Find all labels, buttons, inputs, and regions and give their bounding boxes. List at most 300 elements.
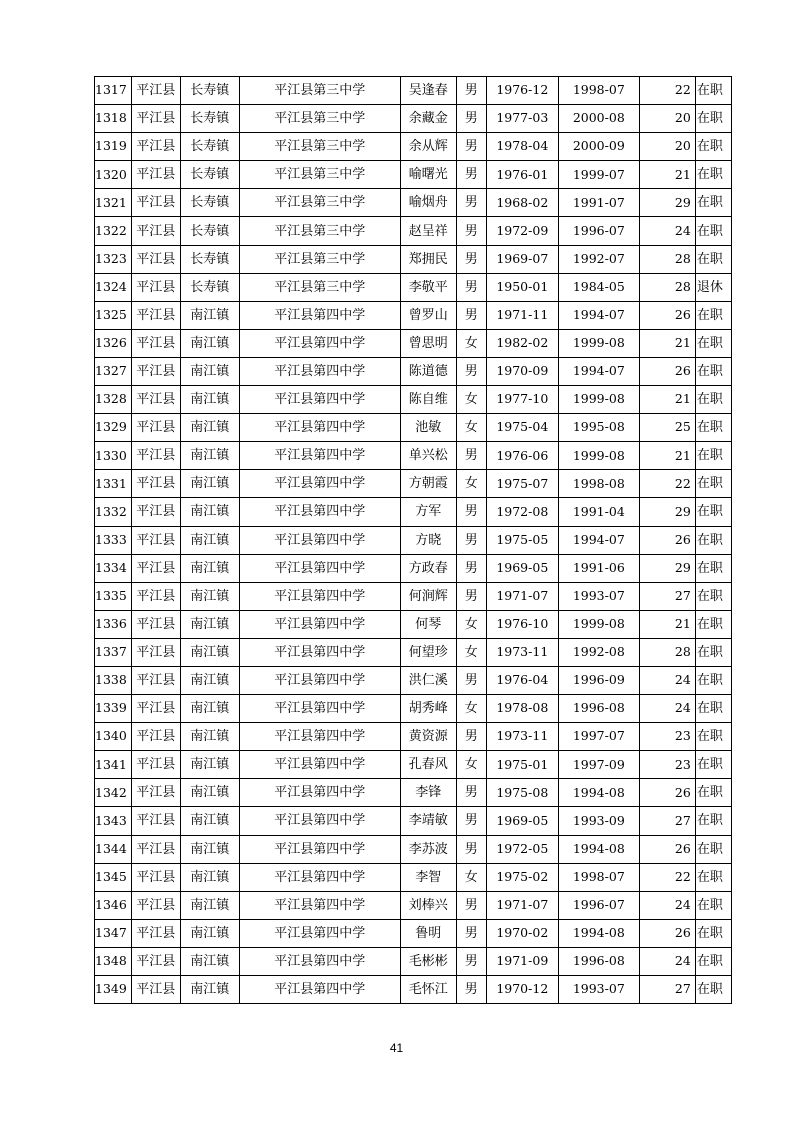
start-date-cell: 1994-07 <box>558 357 639 385</box>
status-cell: 在职 <box>695 105 731 133</box>
town-cell: 长寿镇 <box>180 245 239 273</box>
status-cell: 在职 <box>695 161 731 189</box>
start-date-cell: 1993-07 <box>558 976 639 1004</box>
county-cell: 平江县 <box>131 105 180 133</box>
birth-date-cell: 1976-01 <box>486 161 558 189</box>
table-row <box>95 245 732 273</box>
row-number-cell: 1328 <box>95 386 132 414</box>
row-number-cell: 1336 <box>95 610 132 638</box>
table-row <box>95 161 732 189</box>
town-cell: 南江镇 <box>180 947 239 975</box>
status-cell: 在职 <box>695 919 731 947</box>
start-date-cell: 1997-09 <box>558 751 639 779</box>
gender-cell: 男 <box>456 442 486 470</box>
school-cell: 平江县第四中学 <box>239 976 400 1004</box>
birth-date-cell: 1973-11 <box>486 723 558 751</box>
status-cell: 在职 <box>695 947 731 975</box>
birth-date-cell: 1976-12 <box>486 77 558 105</box>
name-cell: 何涧辉 <box>400 582 456 610</box>
years-cell: 26 <box>639 919 695 947</box>
school-cell: 平江县第四中学 <box>239 498 400 526</box>
start-date-cell: 1993-09 <box>558 807 639 835</box>
start-date-cell: 1992-07 <box>558 245 639 273</box>
status-cell: 在职 <box>695 357 731 385</box>
name-cell: 毛彬彬 <box>400 947 456 975</box>
status-cell: 在职 <box>695 610 731 638</box>
county-cell: 平江县 <box>131 554 180 582</box>
table-row <box>95 105 732 133</box>
school-cell: 平江县第四中学 <box>239 891 400 919</box>
county-cell: 平江县 <box>131 133 180 161</box>
row-number-cell: 1325 <box>95 301 132 329</box>
birth-date-cell: 1975-04 <box>486 414 558 442</box>
start-date-cell: 1996-08 <box>558 947 639 975</box>
birth-date-cell: 1976-10 <box>486 610 558 638</box>
row-number-cell: 1338 <box>95 666 132 694</box>
birth-date-cell: 1976-06 <box>486 442 558 470</box>
birth-date-cell: 1972-09 <box>486 217 558 245</box>
gender-cell: 女 <box>456 386 486 414</box>
years-cell: 24 <box>639 666 695 694</box>
school-cell: 平江县第四中学 <box>239 723 400 751</box>
school-cell: 平江县第四中学 <box>239 835 400 863</box>
table-row <box>95 779 732 807</box>
school-cell: 平江县第四中学 <box>239 582 400 610</box>
row-number-cell: 1324 <box>95 273 132 301</box>
row-number-cell: 1318 <box>95 105 132 133</box>
town-cell: 南江镇 <box>180 470 239 498</box>
birth-date-cell: 1950-01 <box>486 273 558 301</box>
status-cell: 在职 <box>695 807 731 835</box>
county-cell: 平江县 <box>131 273 180 301</box>
row-number-cell: 1326 <box>95 329 132 357</box>
status-cell: 在职 <box>695 582 731 610</box>
school-cell: 平江县第四中学 <box>239 666 400 694</box>
table-row <box>95 863 732 891</box>
years-cell: 29 <box>639 189 695 217</box>
gender-cell: 男 <box>456 554 486 582</box>
years-cell: 28 <box>639 273 695 301</box>
status-cell: 在职 <box>695 723 731 751</box>
status-cell: 在职 <box>695 301 731 329</box>
row-number-cell: 1322 <box>95 217 132 245</box>
row-number-cell: 1332 <box>95 498 132 526</box>
school-cell: 平江县第四中学 <box>239 386 400 414</box>
start-date-cell: 1996-09 <box>558 666 639 694</box>
table-row <box>95 666 732 694</box>
gender-cell: 女 <box>456 414 486 442</box>
row-number-cell: 1327 <box>95 357 132 385</box>
row-number-cell: 1321 <box>95 189 132 217</box>
name-cell: 赵呈祥 <box>400 217 456 245</box>
row-number-cell: 1330 <box>95 442 132 470</box>
county-cell: 平江县 <box>131 217 180 245</box>
start-date-cell: 2000-08 <box>558 105 639 133</box>
birth-date-cell: 1971-11 <box>486 301 558 329</box>
school-cell: 平江县第四中学 <box>239 470 400 498</box>
status-cell: 在职 <box>695 554 731 582</box>
row-number-cell: 1335 <box>95 582 132 610</box>
table-row <box>95 919 732 947</box>
years-cell: 23 <box>639 723 695 751</box>
years-cell: 29 <box>639 498 695 526</box>
school-cell: 平江县第四中学 <box>239 751 400 779</box>
school-cell: 平江县第三中学 <box>239 133 400 161</box>
status-cell: 在职 <box>695 835 731 863</box>
gender-cell: 女 <box>456 751 486 779</box>
name-cell: 曾思明 <box>400 329 456 357</box>
county-cell: 平江县 <box>131 723 180 751</box>
school-cell: 平江县第三中学 <box>239 77 400 105</box>
town-cell: 南江镇 <box>180 807 239 835</box>
row-number-cell: 1320 <box>95 161 132 189</box>
start-date-cell: 1999-08 <box>558 329 639 357</box>
school-cell: 平江县第四中学 <box>239 807 400 835</box>
name-cell: 陈道德 <box>400 357 456 385</box>
county-cell: 平江县 <box>131 414 180 442</box>
county-cell: 平江县 <box>131 301 180 329</box>
years-cell: 26 <box>639 357 695 385</box>
birth-date-cell: 1975-08 <box>486 779 558 807</box>
county-cell: 平江县 <box>131 891 180 919</box>
status-cell: 在职 <box>695 891 731 919</box>
birth-date-cell: 1968-02 <box>486 189 558 217</box>
birth-date-cell: 1975-01 <box>486 751 558 779</box>
town-cell: 南江镇 <box>180 638 239 666</box>
birth-date-cell: 1978-08 <box>486 695 558 723</box>
gender-cell: 男 <box>456 189 486 217</box>
name-cell: 曾罗山 <box>400 301 456 329</box>
town-cell: 南江镇 <box>180 723 239 751</box>
years-cell: 21 <box>639 161 695 189</box>
birth-date-cell: 1969-05 <box>486 807 558 835</box>
town-cell: 长寿镇 <box>180 273 239 301</box>
years-cell: 28 <box>639 638 695 666</box>
town-cell: 南江镇 <box>180 891 239 919</box>
school-cell: 平江县第四中学 <box>239 638 400 666</box>
start-date-cell: 1999-08 <box>558 386 639 414</box>
name-cell: 孔春风 <box>400 751 456 779</box>
birth-date-cell: 1977-03 <box>486 105 558 133</box>
gender-cell: 男 <box>456 723 486 751</box>
gender-cell: 男 <box>456 779 486 807</box>
status-cell: 在职 <box>695 386 731 414</box>
school-cell: 平江县第四中学 <box>239 414 400 442</box>
table-row <box>95 470 732 498</box>
table-row <box>95 386 732 414</box>
table-row <box>95 301 732 329</box>
page-number: 41 <box>389 1041 404 1055</box>
birth-date-cell: 1969-05 <box>486 554 558 582</box>
county-cell: 平江县 <box>131 357 180 385</box>
table-row <box>95 442 732 470</box>
gender-cell: 女 <box>456 863 486 891</box>
table-body <box>95 77 732 1004</box>
gender-cell: 男 <box>456 133 486 161</box>
town-cell: 南江镇 <box>180 386 239 414</box>
town-cell: 南江镇 <box>180 554 239 582</box>
gender-cell: 男 <box>456 161 486 189</box>
row-number-cell: 1343 <box>95 807 132 835</box>
name-cell: 方政春 <box>400 554 456 582</box>
table-row <box>95 414 732 442</box>
birth-date-cell: 1977-10 <box>486 386 558 414</box>
name-cell: 刘棒兴 <box>400 891 456 919</box>
gender-cell: 男 <box>456 891 486 919</box>
table-row <box>95 891 732 919</box>
status-cell: 在职 <box>695 638 731 666</box>
table-row <box>95 947 732 975</box>
town-cell: 南江镇 <box>180 779 239 807</box>
town-cell: 长寿镇 <box>180 133 239 161</box>
row-number-cell: 1329 <box>95 414 132 442</box>
name-cell: 池敏 <box>400 414 456 442</box>
status-cell: 在职 <box>695 442 731 470</box>
start-date-cell: 1991-06 <box>558 554 639 582</box>
county-cell: 平江县 <box>131 947 180 975</box>
name-cell: 胡秀峰 <box>400 695 456 723</box>
row-number-cell: 1341 <box>95 751 132 779</box>
start-date-cell: 1998-08 <box>558 470 639 498</box>
name-cell: 吴逢春 <box>400 77 456 105</box>
status-cell: 退休 <box>695 273 731 301</box>
name-cell: 方朝霞 <box>400 470 456 498</box>
table-row <box>95 835 732 863</box>
town-cell: 南江镇 <box>180 301 239 329</box>
status-cell: 在职 <box>695 133 731 161</box>
town-cell: 南江镇 <box>180 357 239 385</box>
status-cell: 在职 <box>695 470 731 498</box>
name-cell: 李靖敏 <box>400 807 456 835</box>
row-number-cell: 1319 <box>95 133 132 161</box>
town-cell: 南江镇 <box>180 582 239 610</box>
status-cell: 在职 <box>695 526 731 554</box>
county-cell: 平江县 <box>131 835 180 863</box>
status-cell: 在职 <box>695 217 731 245</box>
town-cell: 南江镇 <box>180 751 239 779</box>
school-cell: 平江县第四中学 <box>239 779 400 807</box>
start-date-cell: 1998-07 <box>558 77 639 105</box>
gender-cell: 男 <box>456 498 486 526</box>
county-cell: 平江县 <box>131 695 180 723</box>
county-cell: 平江县 <box>131 666 180 694</box>
county-cell: 平江县 <box>131 189 180 217</box>
school-cell: 平江县第四中学 <box>239 442 400 470</box>
start-date-cell: 1991-07 <box>558 189 639 217</box>
status-cell: 在职 <box>695 189 731 217</box>
town-cell: 南江镇 <box>180 610 239 638</box>
birth-date-cell: 1970-12 <box>486 976 558 1004</box>
gender-cell: 女 <box>456 638 486 666</box>
years-cell: 26 <box>639 779 695 807</box>
birth-date-cell: 1969-07 <box>486 245 558 273</box>
school-cell: 平江县第三中学 <box>239 161 400 189</box>
table-row <box>95 554 732 582</box>
school-cell: 平江县第四中学 <box>239 301 400 329</box>
birth-date-cell: 1975-02 <box>486 863 558 891</box>
table-row <box>95 723 732 751</box>
gender-cell: 男 <box>456 666 486 694</box>
row-number-cell: 1346 <box>95 891 132 919</box>
gender-cell: 男 <box>456 835 486 863</box>
gender-cell: 女 <box>456 470 486 498</box>
row-number-cell: 1347 <box>95 919 132 947</box>
county-cell: 平江县 <box>131 77 180 105</box>
years-cell: 28 <box>639 245 695 273</box>
table-row <box>95 133 732 161</box>
name-cell: 方晓 <box>400 526 456 554</box>
name-cell: 郑拥民 <box>400 245 456 273</box>
status-cell: 在职 <box>695 498 731 526</box>
name-cell: 何望珍 <box>400 638 456 666</box>
town-cell: 南江镇 <box>180 976 239 1004</box>
years-cell: 29 <box>639 554 695 582</box>
school-cell: 平江县第三中学 <box>239 273 400 301</box>
gender-cell: 男 <box>456 273 486 301</box>
years-cell: 20 <box>639 105 695 133</box>
start-date-cell: 1991-04 <box>558 498 639 526</box>
county-cell: 平江县 <box>131 245 180 273</box>
table-row <box>95 638 732 666</box>
gender-cell: 女 <box>456 695 486 723</box>
status-cell: 在职 <box>695 779 731 807</box>
years-cell: 24 <box>639 217 695 245</box>
table-row <box>95 610 732 638</box>
town-cell: 南江镇 <box>180 442 239 470</box>
years-cell: 25 <box>639 414 695 442</box>
gender-cell: 男 <box>456 301 486 329</box>
birth-date-cell: 1970-02 <box>486 919 558 947</box>
birth-date-cell: 1971-07 <box>486 891 558 919</box>
town-cell: 南江镇 <box>180 498 239 526</box>
name-cell: 余藏金 <box>400 105 456 133</box>
school-cell: 平江县第四中学 <box>239 695 400 723</box>
years-cell: 24 <box>639 891 695 919</box>
status-cell: 在职 <box>695 77 731 105</box>
gender-cell: 男 <box>456 976 486 1004</box>
years-cell: 21 <box>639 442 695 470</box>
gender-cell: 男 <box>456 526 486 554</box>
table-row <box>95 189 732 217</box>
start-date-cell: 1999-07 <box>558 161 639 189</box>
years-cell: 24 <box>639 695 695 723</box>
gender-cell: 女 <box>456 329 486 357</box>
table-row <box>95 77 732 105</box>
start-date-cell: 1994-08 <box>558 835 639 863</box>
town-cell: 长寿镇 <box>180 105 239 133</box>
start-date-cell: 2000-09 <box>558 133 639 161</box>
town-cell: 南江镇 <box>180 329 239 357</box>
birth-date-cell: 1972-08 <box>486 498 558 526</box>
years-cell: 27 <box>639 807 695 835</box>
table-row <box>95 217 732 245</box>
start-date-cell: 1999-08 <box>558 442 639 470</box>
personnel-table <box>94 76 732 1004</box>
start-date-cell: 1996-07 <box>558 217 639 245</box>
school-cell: 平江县第三中学 <box>239 217 400 245</box>
town-cell: 南江镇 <box>180 695 239 723</box>
row-number-cell: 1348 <box>95 947 132 975</box>
town-cell: 南江镇 <box>180 414 239 442</box>
county-cell: 平江县 <box>131 807 180 835</box>
school-cell: 平江县第四中学 <box>239 919 400 947</box>
town-cell: 长寿镇 <box>180 77 239 105</box>
years-cell: 26 <box>639 301 695 329</box>
status-cell: 在职 <box>695 976 731 1004</box>
row-number-cell: 1323 <box>95 245 132 273</box>
table-row <box>95 582 732 610</box>
school-cell: 平江县第四中学 <box>239 329 400 357</box>
table-row <box>95 329 732 357</box>
name-cell: 陈自维 <box>400 386 456 414</box>
gender-cell: 男 <box>456 919 486 947</box>
birth-date-cell: 1975-05 <box>486 526 558 554</box>
county-cell: 平江县 <box>131 582 180 610</box>
county-cell: 平江县 <box>131 470 180 498</box>
table-row <box>95 357 732 385</box>
table-row <box>95 695 732 723</box>
row-number-cell: 1342 <box>95 779 132 807</box>
gender-cell: 男 <box>456 807 486 835</box>
gender-cell: 男 <box>456 77 486 105</box>
years-cell: 22 <box>639 470 695 498</box>
town-cell: 长寿镇 <box>180 217 239 245</box>
start-date-cell: 1993-07 <box>558 582 639 610</box>
county-cell: 平江县 <box>131 638 180 666</box>
start-date-cell: 1996-08 <box>558 695 639 723</box>
table-row <box>95 807 732 835</box>
status-cell: 在职 <box>695 751 731 779</box>
gender-cell: 男 <box>456 582 486 610</box>
town-cell: 南江镇 <box>180 863 239 891</box>
county-cell: 平江县 <box>131 498 180 526</box>
years-cell: 24 <box>639 947 695 975</box>
start-date-cell: 1996-07 <box>558 891 639 919</box>
name-cell: 李智 <box>400 863 456 891</box>
school-cell: 平江县第四中学 <box>239 526 400 554</box>
years-cell: 27 <box>639 582 695 610</box>
status-cell: 在职 <box>695 863 731 891</box>
row-number-cell: 1334 <box>95 554 132 582</box>
county-cell: 平江县 <box>131 863 180 891</box>
table-row <box>95 751 732 779</box>
birth-date-cell: 1976-04 <box>486 666 558 694</box>
start-date-cell: 1994-07 <box>558 301 639 329</box>
years-cell: 23 <box>639 751 695 779</box>
name-cell: 方军 <box>400 498 456 526</box>
town-cell: 长寿镇 <box>180 189 239 217</box>
county-cell: 平江县 <box>131 976 180 1004</box>
status-cell: 在职 <box>695 414 731 442</box>
name-cell: 洪仁溪 <box>400 666 456 694</box>
town-cell: 南江镇 <box>180 666 239 694</box>
row-number-cell: 1331 <box>95 470 132 498</box>
row-number-cell: 1345 <box>95 863 132 891</box>
school-cell: 平江县第四中学 <box>239 610 400 638</box>
start-date-cell: 1998-07 <box>558 863 639 891</box>
row-number-cell: 1337 <box>95 638 132 666</box>
name-cell: 黄资源 <box>400 723 456 751</box>
table-row <box>95 498 732 526</box>
school-cell: 平江县第四中学 <box>239 947 400 975</box>
county-cell: 平江县 <box>131 526 180 554</box>
school-cell: 平江县第四中学 <box>239 357 400 385</box>
town-cell: 南江镇 <box>180 835 239 863</box>
table-row <box>95 273 732 301</box>
row-number-cell: 1333 <box>95 526 132 554</box>
birth-date-cell: 1975-07 <box>486 470 558 498</box>
town-cell: 南江镇 <box>180 919 239 947</box>
